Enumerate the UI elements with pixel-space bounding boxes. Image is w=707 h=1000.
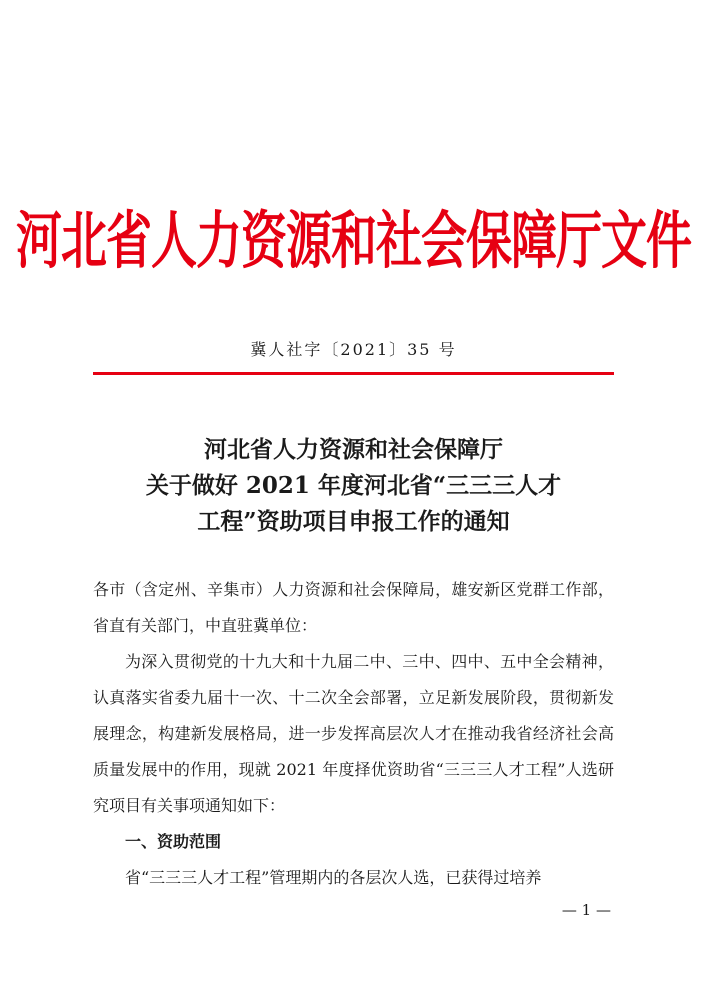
- notice-title-line: 工程”资助项目申报工作的通知: [197, 508, 510, 535]
- page-number: — 1 —: [561, 901, 611, 919]
- section-heading: 一、资助范围: [125, 832, 222, 851]
- salutation: 各市（含定州、辛集市）人力资源和社会保障局，雄安新区党群工作部，省直有关部门，中直驻冀单位：: [93, 580, 614, 635]
- notice-title-line: 关于做好 2021 年度河北省“三三三人才: [145, 472, 562, 499]
- notice-title: [60, 432, 647, 540]
- document-masthead: 河北省人力资源和社会保障厅文件: [16, 204, 691, 277]
- body-paragraph: 为深入贯彻党的十九大和十九届二中、三中、四中、五中全会精神，认真落实省委九届十一次、十二次全会部署，立足新发展阶段，贯彻新发展理念，构建新发展格局，进一步发挥高层次人才在推动我省经济社会高质量发展中的作用，现就 2021 年度择优资助省“三三三人才工程”人选研究项目有关事项通知如下：: [93, 652, 614, 815]
- notice-body: [93, 572, 614, 896]
- document-number: 冀人社字〔2021〕35 号: [250, 340, 457, 359]
- body-paragraph: 省“三三三人才工程”管理期内的各层次人选，已获得过培养: [125, 868, 542, 887]
- red-divider-line: [93, 372, 614, 375]
- notice-title-line: 河北省人力资源和社会保障厅: [204, 436, 503, 463]
